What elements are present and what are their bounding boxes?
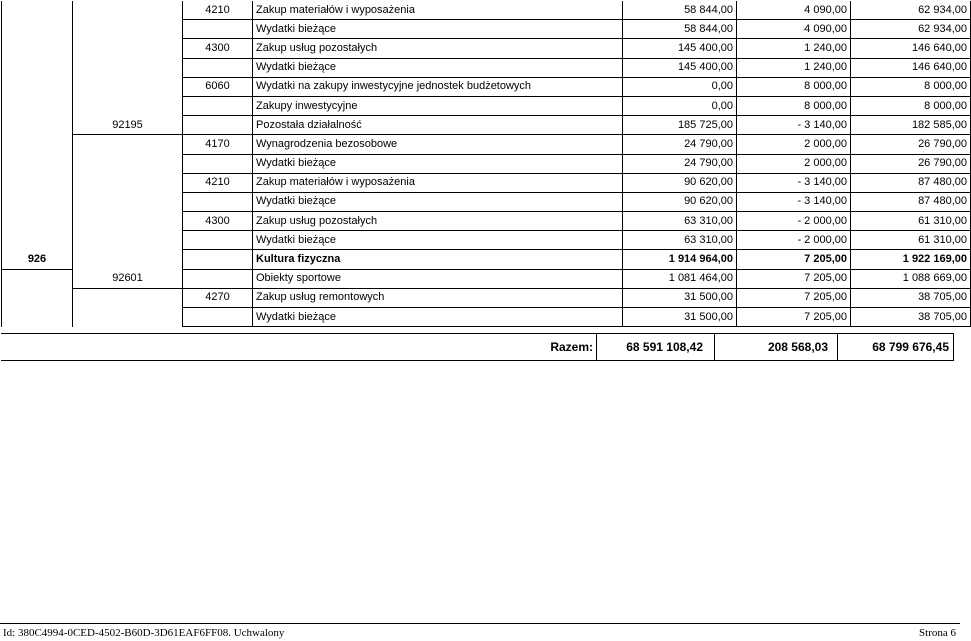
description-cell: Obiekty sportowe <box>253 269 623 288</box>
dzial-cell <box>2 288 73 307</box>
paragraf-cell <box>183 154 253 173</box>
plan-cell: 0,00 <box>623 77 737 96</box>
paragraf-cell: 4300 <box>183 212 253 231</box>
dzial-cell <box>2 308 73 327</box>
after-change-cell: 87 480,00 <box>851 173 971 192</box>
description-cell: Wydatki bieżące <box>253 154 623 173</box>
description-cell: Zakup usług pozostałych <box>253 39 623 58</box>
table-row <box>2 96 971 115</box>
table-row <box>2 58 971 77</box>
after-change-cell: 146 640,00 <box>851 39 971 58</box>
description-cell: Zakup materiałów i wyposażenia <box>253 173 623 192</box>
after-change-cell: 8 000,00 <box>851 96 971 115</box>
change-cell: - 3 140,00 <box>737 192 851 211</box>
dzial-cell <box>2 116 73 135</box>
plan-cell: 1 914 964,00 <box>623 250 737 269</box>
change-cell: 7 205,00 <box>737 250 851 269</box>
description-cell: Kultura fizyczna <box>253 250 623 269</box>
description-cell: Pozostała działalność <box>253 116 623 135</box>
table-row <box>2 20 971 39</box>
change-cell: 1 240,00 <box>737 58 851 77</box>
after-change-cell: 62 934,00 <box>851 1 971 20</box>
rozdzial-cell <box>73 20 183 39</box>
plan-cell: 58 844,00 <box>623 20 737 39</box>
dzial-cell <box>2 192 73 211</box>
rozdzial-cell <box>73 173 183 192</box>
dzial-cell <box>2 154 73 173</box>
description-cell: Wydatki bieżące <box>253 308 623 327</box>
change-cell: 4 090,00 <box>737 20 851 39</box>
total-separator <box>837 334 838 360</box>
dzial-cell <box>2 269 73 288</box>
after-change-cell: 182 585,00 <box>851 116 971 135</box>
after-change-cell: 1 922 169,00 <box>851 250 971 269</box>
rozdzial-cell <box>73 288 183 307</box>
table-row <box>2 192 971 211</box>
table-row <box>2 135 971 154</box>
dzial-cell <box>2 1 73 20</box>
plan-cell: 24 790,00 <box>623 154 737 173</box>
after-change-cell: 26 790,00 <box>851 154 971 173</box>
rozdzial-cell <box>73 58 183 77</box>
table-row <box>2 77 971 96</box>
change-cell: 8 000,00 <box>737 77 851 96</box>
table-row <box>2 250 971 269</box>
budget-table-body <box>2 1 971 327</box>
rozdzial-cell <box>73 250 183 269</box>
plan-cell: 0,00 <box>623 96 737 115</box>
rozdzial-cell <box>73 308 183 327</box>
paragraf-cell <box>183 96 253 115</box>
rozdzial-cell <box>73 96 183 115</box>
after-change-cell: 38 705,00 <box>851 308 971 327</box>
change-cell: 1 240,00 <box>737 39 851 58</box>
change-cell: 8 000,00 <box>737 96 851 115</box>
change-cell: - 2 000,00 <box>737 231 851 250</box>
after-change-cell: 87 480,00 <box>851 192 971 211</box>
dzial-cell <box>2 96 73 115</box>
table-row <box>2 116 971 135</box>
change-cell: - 3 140,00 <box>737 173 851 192</box>
after-change-cell: 146 640,00 <box>851 58 971 77</box>
table-row <box>2 308 971 327</box>
paragraf-cell <box>183 192 253 211</box>
paragraf-cell: 4210 <box>183 173 253 192</box>
rozdzial-cell: 92195 <box>73 116 183 135</box>
description-cell: Zakup materiałów i wyposażenia <box>253 1 623 20</box>
rozdzial-cell <box>73 154 183 173</box>
table-row <box>2 269 971 288</box>
change-cell: - 3 140,00 <box>737 116 851 135</box>
dzial-cell <box>2 212 73 231</box>
rozdzial-cell <box>73 77 183 96</box>
description-cell: Zakupy inwestycyjne <box>253 96 623 115</box>
description-cell: Wydatki bieżące <box>253 58 623 77</box>
paragraf-cell: 4270 <box>183 288 253 307</box>
total-row <box>1 333 954 361</box>
rozdzial-cell <box>73 135 183 154</box>
plan-cell: 31 500,00 <box>623 308 737 327</box>
after-change-cell: 38 705,00 <box>851 288 971 307</box>
change-cell: 7 205,00 <box>737 269 851 288</box>
dzial-cell <box>2 39 73 58</box>
description-cell: Wydatki bieżące <box>253 192 623 211</box>
paragraf-cell: 4210 <box>183 1 253 20</box>
change-cell: 2 000,00 <box>737 154 851 173</box>
after-change-cell: 62 934,00 <box>851 20 971 39</box>
plan-cell: 90 620,00 <box>623 173 737 192</box>
rozdzial-cell: 92601 <box>73 269 183 288</box>
total-plan: 68 591 108,42 <box>626 340 703 354</box>
change-cell: 7 205,00 <box>737 308 851 327</box>
paragraf-cell <box>183 20 253 39</box>
change-cell: 2 000,00 <box>737 135 851 154</box>
dzial-cell <box>2 173 73 192</box>
paragraf-cell: 4170 <box>183 135 253 154</box>
plan-cell: 58 844,00 <box>623 1 737 20</box>
table-row <box>2 173 971 192</box>
description-cell: Wydatki na zakupy inwestycyjne jednostek budżetowych <box>253 77 623 96</box>
footer-divider <box>0 623 960 624</box>
plan-cell: 63 310,00 <box>623 212 737 231</box>
rozdzial-cell <box>73 192 183 211</box>
dzial-cell <box>2 20 73 39</box>
dzial-cell <box>2 135 73 154</box>
paragraf-cell <box>183 231 253 250</box>
plan-cell: 145 400,00 <box>623 39 737 58</box>
description-cell: Wydatki bieżące <box>253 231 623 250</box>
rozdzial-cell <box>73 212 183 231</box>
paragraf-cell: 4300 <box>183 39 253 58</box>
rozdzial-cell <box>73 39 183 58</box>
plan-cell: 145 400,00 <box>623 58 737 77</box>
dzial-cell: 926 <box>2 250 73 269</box>
dzial-cell <box>2 77 73 96</box>
plan-cell: 185 725,00 <box>623 116 737 135</box>
budget-table <box>1 1 971 327</box>
paragraf-cell <box>183 269 253 288</box>
plan-cell: 90 620,00 <box>623 192 737 211</box>
change-cell: - 2 000,00 <box>737 212 851 231</box>
page-number: Strona 6 <box>919 627 956 639</box>
rozdzial-cell <box>73 1 183 20</box>
table-row <box>2 212 971 231</box>
after-change-cell: 61 310,00 <box>851 212 971 231</box>
after-change-cell: 26 790,00 <box>851 135 971 154</box>
rozdzial-cell <box>73 231 183 250</box>
after-change-cell: 8 000,00 <box>851 77 971 96</box>
dzial-cell <box>2 231 73 250</box>
total-after-change: 68 799 676,45 <box>872 340 949 354</box>
description-cell: Wydatki bieżące <box>253 20 623 39</box>
plan-cell: 1 081 464,00 <box>623 269 737 288</box>
plan-cell: 63 310,00 <box>623 231 737 250</box>
description-cell: Zakup usług pozostałych <box>253 212 623 231</box>
table-row <box>2 1 971 20</box>
dzial-cell <box>2 58 73 77</box>
table-row <box>2 39 971 58</box>
total-label: Razem: <box>550 340 593 354</box>
after-change-cell: 1 088 669,00 <box>851 269 971 288</box>
paragraf-cell <box>183 308 253 327</box>
table-row <box>2 231 971 250</box>
description-cell: Zakup usług remontowych <box>253 288 623 307</box>
document-id: Id: 380C4994-0CED-4502-B60D-3D61EAF6FF08. Uchwalony <box>3 627 285 639</box>
total-separator <box>714 334 715 360</box>
description-cell: Wynagrodzenia bezosobowe <box>253 135 623 154</box>
plan-cell: 24 790,00 <box>623 135 737 154</box>
total-change: 208 568,03 <box>767 340 828 354</box>
table-row <box>2 154 971 173</box>
plan-cell: 31 500,00 <box>623 288 737 307</box>
paragraf-cell <box>183 58 253 77</box>
paragraf-cell: 6060 <box>183 77 253 96</box>
paragraf-cell <box>183 250 253 269</box>
after-change-cell: 61 310,00 <box>851 231 971 250</box>
table-row <box>2 288 971 307</box>
paragraf-cell <box>183 116 253 135</box>
change-cell: 7 205,00 <box>737 288 851 307</box>
change-cell: 4 090,00 <box>737 1 851 20</box>
